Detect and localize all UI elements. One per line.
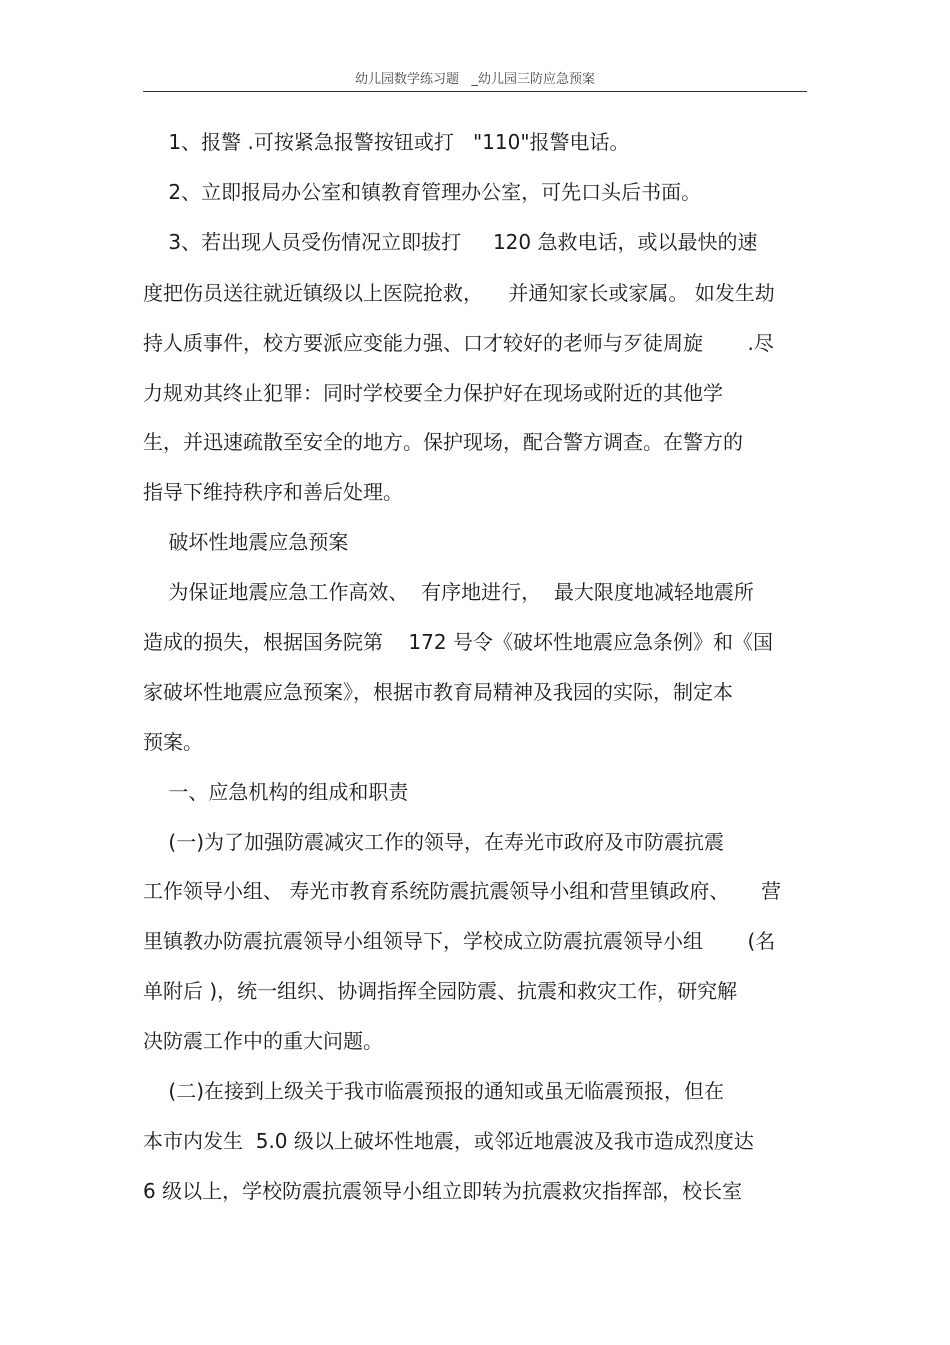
paragraph-line: 造成的损失，根据国务院第 172 号令《破坏性地震应急条例》和《国 [143, 630, 773, 654]
paragraph-line: 家破坏性地震应急预案》，根据市教育局精神及我园的实际，制定本 [143, 680, 733, 704]
page-header: 幼儿园数学练习题 _幼儿园三防应急预案 [355, 72, 595, 87]
paragraph-line: 决防震工作中的重大问题。 [143, 1029, 383, 1053]
paragraph-line: 力规劝其终止犯罪：同时学校要全力保护好在现场或附近的其他学 [143, 381, 723, 405]
paragraph-line: 持人质事件，校方要派应变能力强、口才较好的老师与歹徒周旋 .尽 [143, 331, 774, 355]
paragraph-line: 生，并迅速疏散至安全的地方。保护现场，配合警方调查。在警方的 [143, 430, 743, 454]
paragraph-line: (一)为了加强防震减灾工作的领导，在寿光市政府及市防震抗震 [143, 830, 725, 854]
paragraph-line: 6 级以上，学校防震抗震领导小组立即转为抗震救灾指挥部，校长室 [143, 1179, 743, 1203]
paragraph-line: 单附后 )，统一组织、协调指挥全园防震、抗震和救灾工作，研究解 [143, 979, 738, 1003]
paragraph-line: (二)在接到上级关于我市临震预报的通知或虽无临震预报，但在 [143, 1079, 725, 1103]
paragraph-line: 工作领导小组、 寿光市教育系统防震抗震领导小组和营里镇政府、 营 [143, 879, 782, 903]
paragraph-line: 度把伤员送往就近镇级以上医院抢救， 并通知家长或家属。 如发生劫 [143, 281, 775, 305]
paragraph-line: 本市内发生 5.0 级以上破坏性地震，或邻近地震波及我市造成烈度达 [143, 1129, 754, 1153]
paragraph-line: 3、若出现人员受伤情况立即拔打 120 急救电话，或以最快的速 [143, 230, 758, 254]
paragraph-line: 里镇教办防震抗震领导小组领导下，学校成立防震抗震领导小组 (名 [143, 929, 776, 953]
paragraph-line: 为保证地震应急工作高效、 有序地进行， 最大限度地减轻地震所 [143, 580, 754, 604]
section-heading: 一、应急机构的组成和职责 [143, 780, 409, 804]
paragraph-line: 1、报警 .可按紧急报警按钮或打 "110"报警电话。 [143, 130, 630, 154]
paragraph-line: 指导下维持秩序和善后处理。 [143, 480, 403, 504]
paragraph-line: 2、立即报局办公室和镇教育管理办公室，可先口头后书面。 [143, 180, 702, 204]
paragraph-line: 预案。 [143, 730, 203, 754]
header-divider [143, 91, 807, 92]
section-heading: 破坏性地震应急预案 [143, 530, 349, 554]
